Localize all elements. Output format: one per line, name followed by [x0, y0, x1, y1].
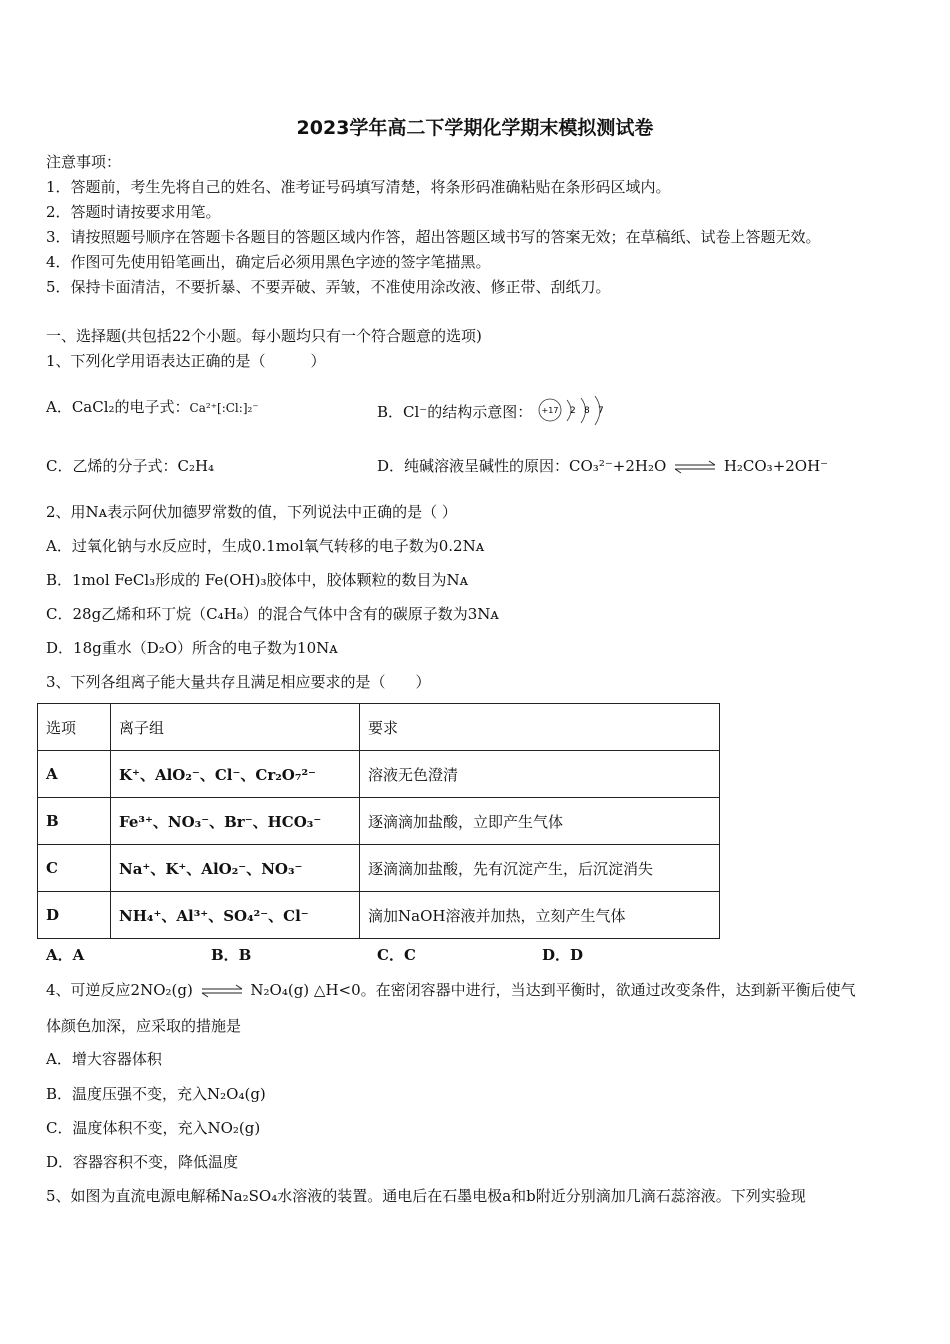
cacl2-electron-formula: Ca²⁺[:Cl:]₂⁻	[189, 401, 259, 415]
question-3-stem: 3、下列各组离子能大量共存且满足相应要求的是（ ）	[46, 673, 431, 691]
notice-item: 5．保持卡面清洁，不要折暴、不要弄破、弄皱，不准使用涂改液、修正带、刮纸刀。	[46, 278, 611, 296]
q1-option-c: C．乙烯的分子式：C₂H₄	[46, 457, 215, 475]
table-cell: K⁺、AlO₂⁻、Cl⁻、Cr₂O₇²⁻	[111, 751, 360, 798]
shell-electrons: 8	[584, 406, 590, 416]
q2-option: B．1mol FeCl₃形成的 Fe(OH)₃胶体中，胶体颗粒的数目为Nᴀ	[46, 571, 469, 589]
equilibrium-arrow-icon	[200, 984, 244, 998]
table-header: 离子组	[111, 704, 360, 751]
table-cell: 溶液无色澄清	[360, 751, 720, 798]
notice-item: 1．答题前，考生先将自己的姓名、准考证号码填写清楚，将条形码准确粘贴在条形码区域内。	[46, 178, 671, 196]
shell-electrons: 7	[598, 406, 604, 416]
table-header-row	[38, 704, 720, 751]
table-row	[38, 845, 720, 892]
ion-table	[37, 703, 720, 939]
notice-item: 2．答题时请按要求用笔。	[46, 203, 221, 221]
q1-option-d: D．纯碱溶液呈碱性的原因：CO₃²⁻+2H₂O H₂CO₃+2OH⁻	[377, 457, 829, 475]
notice-item: 3．请按照题号顺序在答题卡各题目的答题区域内作答，超出答题区域书写的答案无效；在草稿纸、试卷上答题无效。	[46, 228, 821, 246]
section-heading: 一、选择题(共包括22个小题。每小题均只有一个符合题意的选项)	[46, 327, 482, 345]
question-1-stem: 1、下列化学用语表达正确的是（ ）	[46, 352, 326, 370]
table-row	[38, 798, 720, 845]
notice-item: 4．作图可先使用铅笔画出，确定后必须用黑色字迹的签字笔描黑。	[46, 253, 491, 271]
table-cell: Fe³⁺、NO₃⁻、Br⁻、HCO₃⁻	[111, 798, 360, 845]
q1-option-b: B．Cl⁻的结构示意图： +17 2 8 7	[377, 396, 617, 430]
q1-option-a: A．CaCl₂的电子式：Ca²⁺[:Cl:]₂⁻	[46, 398, 259, 416]
table-cell: C	[38, 845, 111, 892]
q3-choice: C．C	[377, 946, 416, 964]
question-4-stem-line2: 体颜色加深，应采取的措施是	[46, 1017, 242, 1035]
q2-option: A．过氧化钠与水反应时，生成0.1mol氧气转移的电子数为0.2Nᴀ	[46, 537, 485, 555]
equilibrium-arrow-icon	[673, 460, 717, 474]
q2-option: D．18g重水（D₂O）所含的电子数为10Nᴀ	[46, 639, 338, 657]
table-cell: 滴加NaOH溶液并加热，立刻产生气体	[360, 892, 720, 939]
question-2-stem: 2、用Nᴀ表示阿伏加德罗常数的值，下列说法中正确的是（ ）	[46, 503, 457, 521]
q4-option: C．温度体积不变，充入NO₂(g)	[46, 1119, 261, 1137]
table-header: 要求	[360, 704, 720, 751]
table-cell: B	[38, 798, 111, 845]
q4-option: B．温度压强不变，充入N₂O₄(g)	[46, 1085, 266, 1103]
table-row	[38, 751, 720, 798]
table-cell: 逐滴滴加盐酸，先有沉淀产生，后沉淀消失	[360, 845, 720, 892]
q3-choice: D．D	[542, 946, 584, 964]
table-row	[38, 892, 720, 939]
table-header: 选项	[38, 704, 111, 751]
table-cell: Na⁺、K⁺、AlO₂⁻、NO₃⁻	[111, 845, 360, 892]
q2-option: C．28g乙烯和环丁烷（C₄H₈）的混合气体中含有的碳原子数为3Nᴀ	[46, 605, 499, 623]
question-5-stem: 5、如图为直流电源电解稀Na₂SO₄水溶液的装置。通电后在石墨电极a和b附近分别滴加几滴石蕊溶液。下列实验现	[46, 1187, 806, 1205]
table-cell: A	[38, 751, 111, 798]
q3-choice: B．B	[211, 946, 252, 964]
chlorine-ion-structure-icon	[537, 396, 617, 430]
table-cell: D	[38, 892, 111, 939]
q4-option: D．容器容积不变，降低温度	[46, 1153, 239, 1171]
notice-heading: 注意事项：	[46, 153, 122, 171]
page-title: 2023学年高二下学期化学期末模拟测试卷	[296, 117, 654, 139]
table-cell: 逐滴滴加盐酸，立即产生气体	[360, 798, 720, 845]
question-4-stem: 4、可逆反应2NO₂(g) N₂O₄(g) △H<0。在密闭容器中进行，当达到平衡时，欲通过改变条件，达到新平衡后使气	[46, 981, 856, 999]
nucleus-charge: +17	[541, 406, 559, 415]
q4-option: A．增大容器体积	[46, 1050, 162, 1068]
shell-electrons: 2	[570, 406, 576, 416]
table-cell: NH₄⁺、Al³⁺、SO₄²⁻、Cl⁻	[111, 892, 360, 939]
q3-choice: A．A	[46, 946, 85, 964]
